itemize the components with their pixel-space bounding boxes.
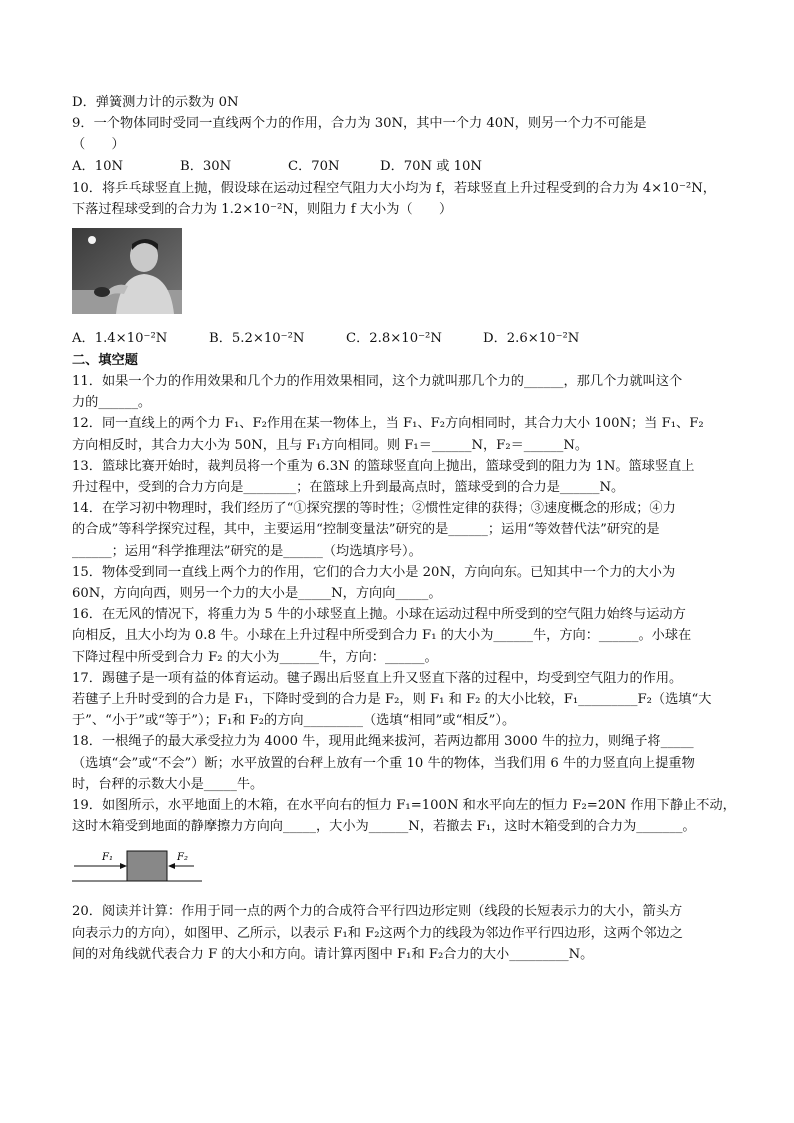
box-forces-diagram [72, 845, 202, 885]
q10-option-a: A．1.4×10⁻²N [72, 331, 168, 347]
q18-line-2: （选填“会”或“不会”）断；水平放置的台秤上放有一个重 10 牛的物体，当我们用 6 牛的力竖直向上提重物 [72, 755, 695, 771]
q20-line-3: 间的对角线就代表合力 F 的大小和方向。请计算丙图中 F₁和 F₂合力的大小_________N。 [72, 946, 594, 962]
q10-option-c: C．2.8×10⁻²N [346, 331, 442, 347]
q9-stem: 9．一个物体同时受同一直线两个力的作用，合力为 30N，其中一个力 40N，则另一个力不可能是 [72, 116, 647, 132]
q13-line-1: 13．篮球比赛开始时，裁判员将一个重为 6.3N 的篮球竖直向上抛出，篮球受到的阻力为 1N。篮球竖直上 [72, 458, 695, 474]
q11-line-2: 力的______。 [72, 395, 152, 411]
q9-option-d: D．70N 或 10N [380, 158, 482, 174]
q9-paren: （ ） [72, 137, 125, 153]
ping-pong-player-photo [72, 228, 182, 314]
q10-option-b: B．5.2×10⁻²N [209, 331, 305, 347]
q9-option-b: B．30N [180, 158, 232, 174]
q16-line-2: 向相反，且大小均为 0.8 牛。小球在上升过程中所受到合力 F₁ 的大小为______牛，方向：______。小球在 [72, 628, 692, 644]
q17-line-3: 于”、“小于”或“等于”）；F₁和 F₂的方向_________（选填“相同”或“相反”）。 [72, 713, 516, 729]
q16-line-1: 16．在无风的情况下，将重力为 5 牛的小球竖直上抛。小球在运动过程中所受到的空气阻力始终与运动方 [72, 607, 686, 623]
q18-line-1: 18．一根绳子的最大承受拉力为 4000 牛，现用此绳来拔河，若两边都用 3000 牛的拉力，则绳子将_____ [72, 734, 694, 750]
q15-line-2: 60N，方向向西，则另一个力的大小是_____N，方向向_____。 [72, 586, 442, 602]
worksheet-page [72, 92, 736, 965]
q18-line-3: 时，台秤的示数大小是_____牛。 [72, 776, 264, 792]
q17-line-2: 若毽子上升时受到的合力是 F₁，下降时受到的合力是 F₂，则 F₁ 和 F₂ 的大小比较，F₁_________F₂（选填“大 [72, 692, 712, 708]
q20-line-1: 20．阅读并计算：作用于同一点的两个力的合成符合平行四边形定则（线段的长短表示力的大小，箭头方 [72, 904, 683, 920]
q9-options [72, 156, 724, 178]
q12-line-1: 12．同一直线上的两个力 F₁、F₂作用在某一物体上，当 F₁、F₂方向相同时，其合力大小 100N；当 F₁、F₂ [72, 416, 704, 432]
q8-option-d: D．弹簧测力计的示数为 0N [72, 95, 239, 110]
q11-line-1: 11．如果一个力的作用效果和几个力的作用效果相同，这个力就叫那几个力的______，那几个力就叫这个 [72, 374, 683, 390]
q19-line-1: 19．如图所示，水平地面上的木箱，在水平向右的恒力 F₁=100N 和水平向左的恒力 F₂=20N 作用下静止不动， [72, 798, 736, 814]
wooden-box [127, 851, 167, 881]
q9-option-c: C．70N [288, 158, 340, 174]
q19-line-2: 这时木箱受到地面的静摩擦力方向向_____，大小为______N，若撤去 F₁，这时木箱受到的合力为_______。 [72, 819, 696, 835]
q13-line-2: 升过程中，受到的合力方向是________；在篮球上升到最高点时，篮球受到的合力是______N。 [72, 480, 625, 496]
f2-label: F₂ [177, 852, 188, 864]
q10-line-2: 下落过程球受到的合力为 1.2×10⁻²N，则阻力 f 大小为（ ） [72, 201, 453, 217]
q15-line-1: 15．物体受到同一直线上两个力的作用，它们的合力大小是 20N，方向向东。已知其中一个力的大小为 [72, 564, 676, 580]
q16-line-3: 下降过程中所受到合力 F₂ 的大小为______牛，方向：______。 [72, 649, 438, 665]
q14-line-1: 14．在学习初中物理时，我们经历了“①探究摆的等时性；②惯性定律的获得；③速度概念的形成；④力 [72, 501, 676, 517]
q14-line-3: ______；运用“科学推理法”研究的是______（均选填序号）。 [72, 543, 422, 559]
q14-line-2: 的合成”等科学探究过程，其中，主要运用“控制变量法”研究的是______；运用“等效替代法”研究的是 [72, 522, 660, 538]
q10-option-d: D．2.6×10⁻²N [483, 331, 580, 347]
q10-options [72, 328, 724, 350]
q12-line-2: 方向相反时，其合力大小为 50N，且与 F₁方向相同。则 F₁＝______N，F₂＝______N。 [72, 437, 589, 453]
q17-line-1: 17．踢毽子是一项有益的体育运动。毽子踢出后竖直上升又竖直下落的过程中，均受到空气阻力的作用。 [72, 670, 683, 686]
q20-line-2: 向表示力的方向），如图甲、乙所示，以表示 F₁和 F₂这两个力的线段为邻边作平行四边形，这两个邻边之 [72, 925, 683, 941]
f1-label: F₁ [102, 852, 113, 864]
section-title-fill-in: 二、填空题 [72, 353, 138, 369]
q10-line-1: 10．将乒乓球竖直上抛，假设球在运动过程空气阻力大小均为 f，若球竖直上升过程受到的合力为 4×10⁻²N， [72, 180, 716, 196]
q9-option-a: A．10N [72, 158, 124, 174]
